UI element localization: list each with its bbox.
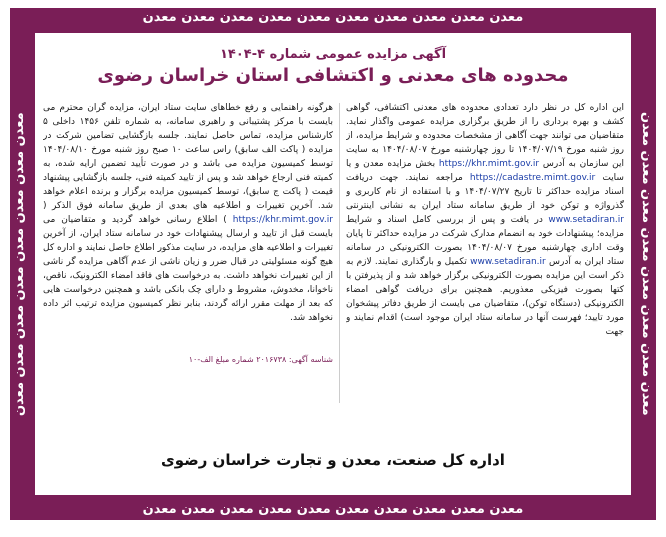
frame-border-right-text: معدن معدن معدن معدن معدن معدن معدن معدن <box>639 112 654 416</box>
column-divider <box>339 103 340 403</box>
issuer-signature: اداره کل صنعت، معدن و تجارت خراسان رضوی <box>161 451 505 469</box>
left-paragraph-1: هرگونه راهنمایی و رفع خطاهای سایت ستاد ایران، مزایده گران محترم می بایست با مرکز پشتیبانی و راهبری سامانه، به شماره تلفن ۱۴۵۶ داخلی ۵ کارشناس مزایده، تماس حاصل نمایند. جلسه بازگشایی تضامین شرکت در مزایده ( پاکت الف سابق) راس ساعت ۱۰ صبح روز شنبه مورخ ۱۴۰۴/۰۸/۱۰ توسط کمیسیون مزایده می باشد و در صورت تأیید تضمین ارایه شده، به کمیته فنی ارجاع خواهد شد و پس از تایید کمیته فنی، جلسه بازگشایی پیشنهاد قیمت ( پاکت ج سابق)، توسط کمیسیون مزایده برگزار و برنده اعلام خواهد شد. آخرین تغییرات و اطلاعیه های بعدی از طریق سامانه فوق الذکر ( <box>43 103 333 211</box>
notice-title: آگهی مزایده عمومی شماره ۴-۱۴۰۴ <box>219 47 447 62</box>
khr-mimt-link[interactable]: https://khr.mimt.gov.ir <box>438 159 540 169</box>
right-column <box>346 101 624 403</box>
frame-border-right <box>636 28 656 500</box>
right-paragraph-3: مراجعه نمایند. جهت دریافت اسناد مزایده حداکثر تا تاریخ ۱۴۰۴/۰۷/۲۷ و با استفاده از نام کاربری و گذرواژه و توکن خود از طریق سامانه ستاد ایران به نشانی اینترنتی <box>346 173 624 211</box>
frame-border-bottom: معدن معدن معدن معدن معدن معدن معدن معدن معدن معدن <box>142 502 524 517</box>
frame-border-left <box>10 28 30 500</box>
notice-body <box>34 32 632 496</box>
left-paragraph-2: ) اطلاع رسانی خواهد گردید و متقاضیان می بایست قبل از تایید و ارسال پیشنهادات خود در سامانه ستاد ایران، از آخرین تغییرات و اطلاعیه های مزایده، در سایت مذکور اطلاع حاصل نمایند و اداره کل هیچ گونه مسئولیتی در قبال ضرر و زیان ناشی از عدم آگاهی مزایده گر ناشی از این تغییرات نخواهد داشت. به درخواست های فاقد امضاء الکترونیک، ناقص، ناخوانا، مخدوش، مشروط و دارای چک بانکی باشد و همچنین درخواست هایی که بعد از مهلت مقرر ارائه گردند، بنابر نظر کمیسیون مزایده ترتیب اثر داده نخواهد شد. <box>43 215 333 323</box>
khr-mimt-link-2[interactable]: https://khr.mimt.gov.ir <box>232 215 333 225</box>
cadastre-link[interactable]: https://cadastre.mimt.gov.ir <box>469 173 596 183</box>
setadiran-link-1[interactable]: www.setadiran.ir <box>548 215 624 225</box>
right-paragraph-5: تکمیل و بارگذاری نمایند. لازم به ذکر است این مزایده بصورت الکترونیکی برگزار خواهد شد و از پذیرفتن با کتها بصورت فیزیکی معذوریم. همچنین برای دریافت گواهی امضاء الکترونیکی (دستگاه توکن)، متقاضیان می بایست از طریق دفاتر پیشخوان مورد تایید؛ فهرست آنها در سامانه ستاد ایران موجود است) اقدام نمایند و جهت <box>346 257 624 337</box>
right-paragraph-4: در یافت و پس از بررسی کامل اسناد و شرایط مزایده؛ پیشنهادات خود به انضمام مدارک شرکت در مزایده حداکثر تا پایان وقت اداری چهارشنبه مورخ ۱۴۰۴/۰۸/۰۷ بصورت الکترونیکی در سامانه ستاد ایران به آدرس <box>346 215 624 267</box>
right-paragraph-2: بخش مزایده معدن و یا سایت <box>346 159 624 183</box>
right-paragraph-1: این اداره کل در نظر دارد تعدادی محدوده های معدنی اکتشافی، گواهی کشف و بهره برداری را از طریق برگزاری مزایده عمومی واگذار نماید. متقاضیان می توانند جهت آگاهی از مشخصات محدوده و شرایط مزایده، از روز شنبه مورخ ۱۴۰۴/۰۷/۱۹ تا روز چهارشنبه مورخ ۱۴۰۴/۰۸/۰۷ به سایت این سازمان به آدرس <box>346 103 624 169</box>
setadiran-link-2[interactable]: www.setadiran.ir <box>470 257 546 267</box>
notice-serial: شناسه آگهی: ۲۰۱۶۷۳۸ شماره مبلغ الف-۱۰ <box>188 355 333 364</box>
frame-border-top: معدن معدن معدن معدن معدن معدن معدن معدن معدن معدن <box>142 10 524 25</box>
frame-border-left-text: معدن معدن معدن معدن معدن معدن معدن معدن <box>12 112 27 416</box>
notice-subtitle: محدوده های معدنی و اکتشافی استان خراسان رضوی <box>97 65 569 86</box>
notice-frame <box>10 8 656 520</box>
left-column <box>43 101 333 347</box>
